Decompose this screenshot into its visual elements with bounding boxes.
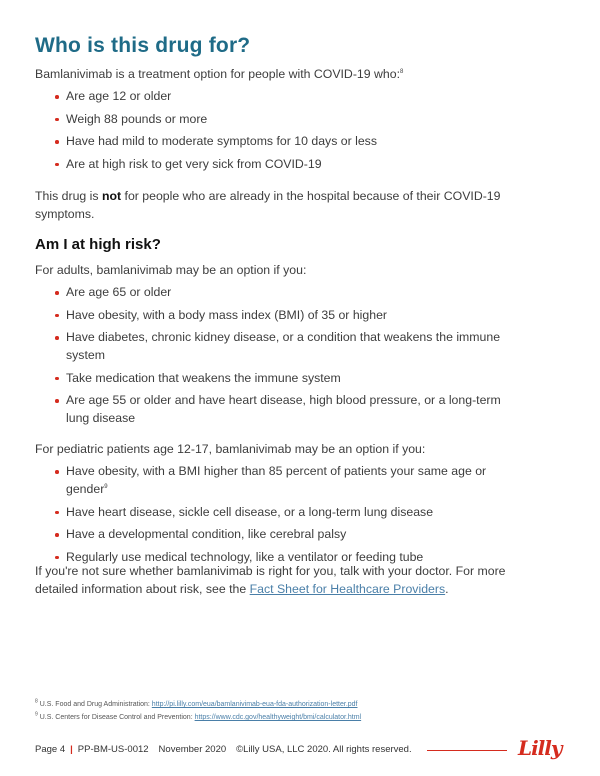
pediatric-intro: For pediatric patients age 12-17, bamlanivimab may be an option if you: (35, 442, 426, 456)
footnote-ref: 8 (399, 68, 404, 75)
footer-separator: | (70, 744, 73, 755)
subsection-title: Am I at high risk? (35, 236, 161, 253)
lilly-logo: Lilly (518, 736, 562, 760)
footer-rule (427, 750, 507, 751)
copyright: ©Lilly USA, LLC 2020. All rights reserved. (236, 744, 412, 755)
pediatric-risk-list (55, 462, 525, 570)
list-item: Are age 55 or older and have heart disease, high blood pressure, or a long-term lung disease (55, 391, 525, 427)
list-item: Weigh 88 pounds or more (55, 110, 525, 128)
intro-paragraph: Bamlanivimab is a treatment option for people with COVID-19 who:$^8$ (35, 67, 404, 81)
page-footer (35, 744, 412, 755)
list-item: Have had mild to moderate symptoms for 10 days or less (55, 132, 525, 150)
list-item: Have obesity, with a body mass index (BMI) of 35 or higher (55, 306, 525, 324)
list-item: Are age 65 or older (55, 283, 525, 301)
eligibility-list (55, 87, 525, 177)
list-item: Are at high risk to get very sick from COVID-19 (55, 155, 525, 173)
section-title: Who is this drug for? (35, 34, 251, 57)
adults-intro: For adults, bamlanivimab may be an option if you: (35, 263, 307, 277)
footnote-ref: 9 (104, 483, 108, 490)
list-item: Are age 12 or older (55, 87, 525, 105)
bullet-icon (55, 140, 59, 144)
hospital-note: This drug is not for people who are already in the hospital because of their COVID-19 symptoms. (35, 189, 501, 221)
bullet-icon (55, 470, 59, 474)
bullet-icon (55, 291, 59, 295)
fda-letter-link[interactable]: http://pi.lilly.com/eua/bamlanivimab-eua-fda-authorization-letter.pdf (151, 701, 358, 708)
bullet-icon (55, 95, 59, 99)
list-item: Have heart disease, sickle cell disease, or a long-term lung disease (55, 503, 525, 521)
list-item: Take medication that weakens the immune system (55, 369, 525, 387)
bullet-icon (55, 118, 59, 122)
closing-paragraph: If you're not sure whether bamlanivimab is right for you, talk with your doctor. For more detailed information about risk, see the Fact Sheet for Healthcare Providers. (35, 564, 506, 596)
bullet-icon (55, 399, 59, 403)
adults-risk-list (55, 283, 525, 432)
bullet-icon (55, 314, 59, 318)
list-item: Have diabetes, chronic kidney disease, or a condition that weakens the immune system (55, 328, 525, 364)
bullet-icon (55, 556, 59, 560)
bullet-icon (55, 377, 59, 381)
footnote: $^8$ U.S. Food and Drug Administration: http://pi.lilly.com/eua/bamlanivimab-eua-fda-authorization-letter.pdf (35, 698, 358, 708)
cdc-bmi-link[interactable]: https://www.cdc.gov/healthyweight/bmi/calculator.html (194, 714, 362, 721)
page-number: Page 4 (35, 744, 66, 755)
bullet-icon (55, 511, 59, 515)
list-item: Have obesity, with a BMI higher than 85 percent of patients your same age or gender$^9$ (55, 462, 525, 498)
list-item: Regularly use medical technology, like a ventilator or feeding tube (55, 548, 525, 566)
bullet-icon (55, 533, 59, 537)
document-code: PP-BM-US-0012 (77, 744, 149, 755)
footnote: $^9$ U.S. Centers for Disease Control and Prevention: https://www.cdc.gov/healthyweight/bmi/calculator.html (35, 711, 362, 721)
document-date: November 2020 (158, 744, 227, 755)
list-item: Have a developmental condition, like cerebral palsy (55, 525, 525, 543)
bullet-icon (55, 163, 59, 167)
bullet-icon (55, 336, 59, 340)
fact-sheet-link[interactable]: Fact Sheet for Healthcare Providers (249, 582, 446, 596)
